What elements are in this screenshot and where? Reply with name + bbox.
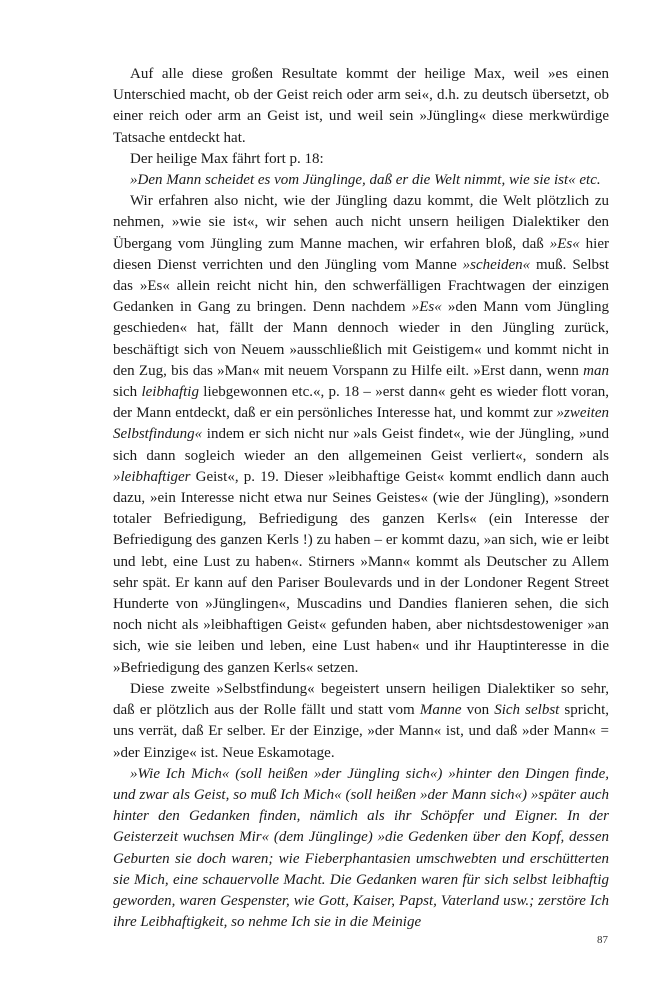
page-body (113, 64, 609, 933)
italic-text: leibhaftig (141, 384, 199, 401)
italic-text: Sich selbst (494, 702, 560, 719)
page-number: 87 (597, 934, 608, 946)
italic-text: »scheiden« (462, 256, 531, 273)
italic-text: »Wie Ich Mich« (soll heißen »der Jüngling sich«) »hinter den Dingen finde, und zwar als Geist, so muß Ich Mich« (soll heißen »der Mann sich«) »später auch hinter den Gedanken finden, nämlich als ihr Schöpfer und Eigner. In der Geisterzeit wuchsen Mir« (dem Jünglinge) »die Gedenken über den Kopf, dessen Geburten sie doch waren; wie Fieberphantasien umschwebten und erschütterten sie Mich, eine schauervolle Macht. Die Gedanken waren für sich selbst leibhaftig geworden, waren Gespenster, wie Gott, Kaiser, Papst, Vaterland usw.; zerstöre Ich ihre Leibhaftigkeit, so nehme Ich sie in die Meinige (113, 765, 609, 931)
italic-text: »Den Mann scheidet es vom Jünglinge, daß er die Welt nimmt, wie sie ist« etc. (130, 172, 601, 189)
paragraph-3-quote (113, 170, 609, 191)
text-segment: spricht, uns verrät, daß Er selber. Er der Einzige, »der Mann« ist, und daß »der Mann« = »der Einzige« ist. Neue Eskamotage. (113, 702, 610, 761)
italic-text: »Es« (549, 235, 580, 252)
text-segment: Diese zweite »Selbstfindung« begeistert unsern heiligen Dialektiker so sehr, daß er plötzlich aus der Rolle fällt und statt vom (113, 680, 609, 719)
text-segment: »den Mann vom Jüngling geschieden« hat, fällt der Mann dennoch wieder in den Jüngling zurück, beschäftigt sich von Neuem »ausschließlich mit Geistigem« und kommt nicht in den Zug, bis das »Man« mit neuem Vorspann zu Hilfe eilt. »Erst dann, wenn (113, 299, 610, 379)
paragraph-6-quote (113, 764, 609, 934)
paragraph-2 (113, 149, 609, 170)
italic-text: »Es« (411, 299, 442, 316)
text-segment: sich (113, 384, 142, 401)
paragraph-4 (113, 191, 609, 679)
paragraph-1 (113, 64, 609, 149)
italic-text: Manne (419, 702, 462, 719)
text-segment: muß. Selbst das »Es« allein reicht nicht hin, den schwerfälligen Frachtwagen der einzigen Gedanken in Gang zu bringen. Denn nachdem (113, 256, 609, 316)
text-segment: hier diesen Dienst verrichten und den Jüngling vom Manne (113, 235, 609, 273)
text-segment: liebgewonnen etc.«, p. 18 – »erst dann« geht es wieder flott voran, der Mann entdeckt, daß er ein persönliches Interesse hat, und kommt zur (113, 384, 609, 422)
italic-text: »zweiten Selbstfindung« (113, 405, 609, 443)
text-segment: Geist«, p. 19. Dieser »leibhaftige Geist« kommt endlich dann auch dazu, »ein Interesse nicht etwa nur Seines Geistes« (wie der Jüngling), »sondern totaler Befriedigung, Befriedigung des ganzen Kerls« (ein Interesse der Befriedigung des ganzen Kerls !) zu haben – er kommt dazu, »an sich, wie er leibt und lebt, eine Lust zu haben«. Stirners »Mann« kommt als Deutscher zu Allem sehr spät. Er kann auf den Pariser Boulevards und in der Londoner Regent Street Hunderte von »Jünglingen«, Muscadins und Dandies flanieren sehen, die sich noch nicht als »leibhaftigen Geist« gefunden haben, aber nichtsdestoweniger »an sich, wie sie leiben und leben, eine Lust haben« und ihr Hauptinteresse in die »Befriedigung des ganzen Kerls« setzen. (113, 468, 609, 676)
text-segment: indem er sich nicht nur »als Geist findet«, wie der Jüngling, »und sich dann sogleich wieder an den allgemeinen Geist verliert«, sondern als (113, 426, 609, 464)
italic-text: »leibhaftiger (113, 468, 191, 485)
text-segment: Auf alle diese großen Resultate kommt der heilige Max, weil »es einen Unterschied macht, ob der Geist reich oder arm sei«, d.h. zu deutsch übersetzt, ob einer reich oder arm an Geist ist, und weil sein »Jüngling« diese merkwürdige Tatsache entdeckt hat. (113, 66, 609, 146)
text-segment: Wir erfahren also nicht, wie der Jüngling dazu kommt, die Welt plötzlich zu nehmen, »wie sie ist«, wir sehen auch nicht unsern heiligen Dialektiker den Übergang vom Jüngling zum Manne machen, wir erfahren bloß, daß (113, 193, 609, 252)
text-segment: Der heilige Max fährt fort p. 18: (130, 150, 324, 167)
italic-text: man (583, 362, 609, 379)
text-segment: von (461, 702, 495, 719)
paragraph-5 (113, 679, 609, 764)
